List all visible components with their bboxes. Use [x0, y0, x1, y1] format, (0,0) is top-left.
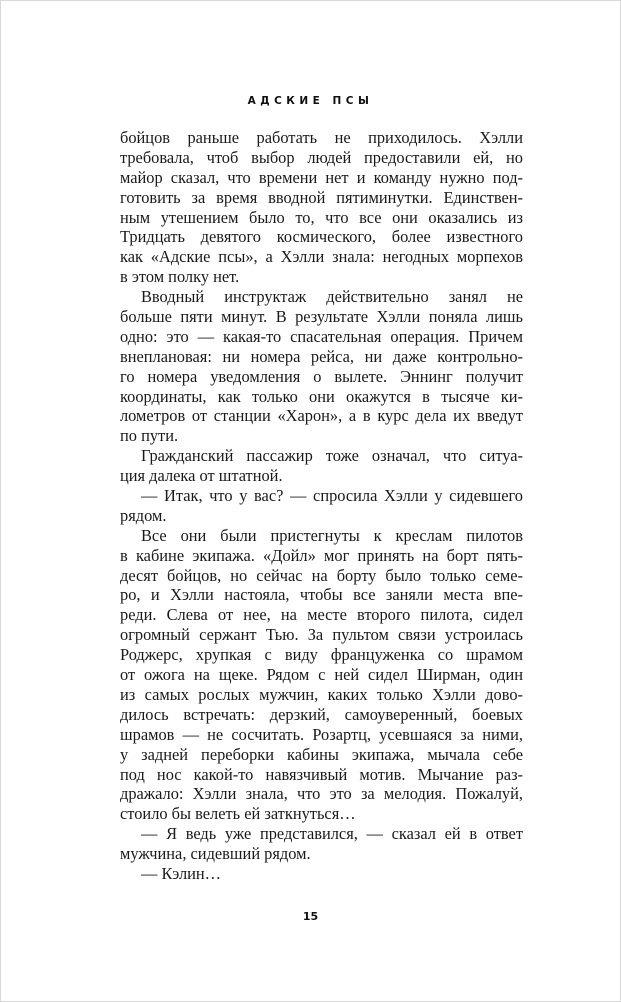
text-line: под нос какой-то навязчивый мотив. Мычание раз-	[120, 764, 523, 784]
paragraph	[120, 526, 523, 824]
text-line: у задней переборки кабины экипажа, мычала себе	[120, 744, 523, 764]
text-line: внеплановая: ни номера рейса, ни даже контрольно-	[120, 346, 523, 366]
text-line: Роджерс, хрупкая с виду француженка со шрамом	[120, 645, 523, 665]
text-line: координаты, как только они окажутся в тысяче ки-	[120, 386, 523, 406]
paragraph	[120, 824, 523, 864]
text-line: готовить за время вводной пятиминутки. Единствен-	[120, 187, 523, 207]
text-line: ро, и Хэлли настояла, чтобы все заняли места впе-	[120, 585, 523, 605]
text-line: го номера уведомления о вылете. Эннинг получит	[120, 366, 523, 386]
text-line: — Кэлин…	[141, 863, 222, 883]
text-line: шрамов — не сосчитать. Розартц, усевшаяся за ними,	[120, 724, 523, 744]
text-line: как «Адские псы», а Хэлли знала: негодных морпехов	[120, 247, 523, 267]
text-line: по пути.	[120, 426, 179, 446]
paragraph	[120, 128, 523, 287]
body-text	[120, 128, 523, 884]
text-line: Все они были пристегнуты к креслам пилотов	[141, 525, 523, 545]
text-line: лометров от станции «Харон», а в курс дела их введут	[120, 406, 523, 426]
text-line: ция далека от штатной.	[120, 466, 283, 486]
text-line: Гражданский пассажир тоже означал, что ситуа-	[141, 446, 523, 466]
text-line: — Я ведь уже представился, — сказал ей в ответ	[141, 824, 523, 844]
text-line: ным утешением было то, что все они оказались из	[120, 207, 523, 227]
text-line: мужчина, сидевший рядом.	[120, 844, 311, 864]
text-line: из самых рослых мужчин, каких только Хэлли дово-	[120, 684, 523, 704]
text-line: майор сказал, что времени нет и команду нужно под-	[120, 167, 523, 187]
text-line: от ожога на щеке. Рядом с ней сидел Ширман, один	[120, 665, 523, 685]
text-line: стоило бы велеть ей заткнуться…	[120, 804, 356, 824]
running-head: АДСКИЕ ПСЫ	[247, 95, 374, 107]
text-line: в кабине экипажа. «Дойл» мог принять на борт пять-	[120, 545, 523, 565]
text-line: бойцов раньше работать не приходилось. Хэлли	[120, 128, 523, 147]
text-line: Тридцать девятого космического, более известного	[120, 227, 523, 247]
text-line: в этом полку нет.	[120, 267, 240, 287]
text-line: требовала, чтоб выбор людей предоставили ей, но	[120, 147, 523, 167]
text-line: дилось встречать: дерзкий, самоуверенный, боевых	[120, 704, 523, 724]
text-line: реди. Слева от нее, на месте второго пилота, сидел	[120, 605, 523, 625]
paragraph	[120, 486, 523, 526]
text-line: дражало: Хэлли знала, что это за мелодия. Пожалуй,	[120, 784, 523, 804]
text-line: — Итак, что у вас? — спросила Хэлли у сидевшего	[141, 486, 523, 506]
text-line: одно: это — какая-то спасательная операция. Причем	[120, 326, 523, 346]
text-line: рядом.	[120, 505, 167, 525]
text-line: Вводный инструктаж действительно занял не	[141, 287, 523, 307]
page-number: 15	[302, 910, 319, 923]
text-line: больше пяти минут. В результате Хэлли поняла лишь	[120, 307, 523, 327]
paragraph	[120, 864, 523, 884]
text-line: огромный сержант Тью. За пультом связи устроилась	[120, 625, 523, 645]
text-line: десят бойцов, но сейчас на борту было только семе-	[120, 565, 523, 585]
paragraph	[120, 287, 523, 446]
paragraph	[120, 446, 523, 486]
